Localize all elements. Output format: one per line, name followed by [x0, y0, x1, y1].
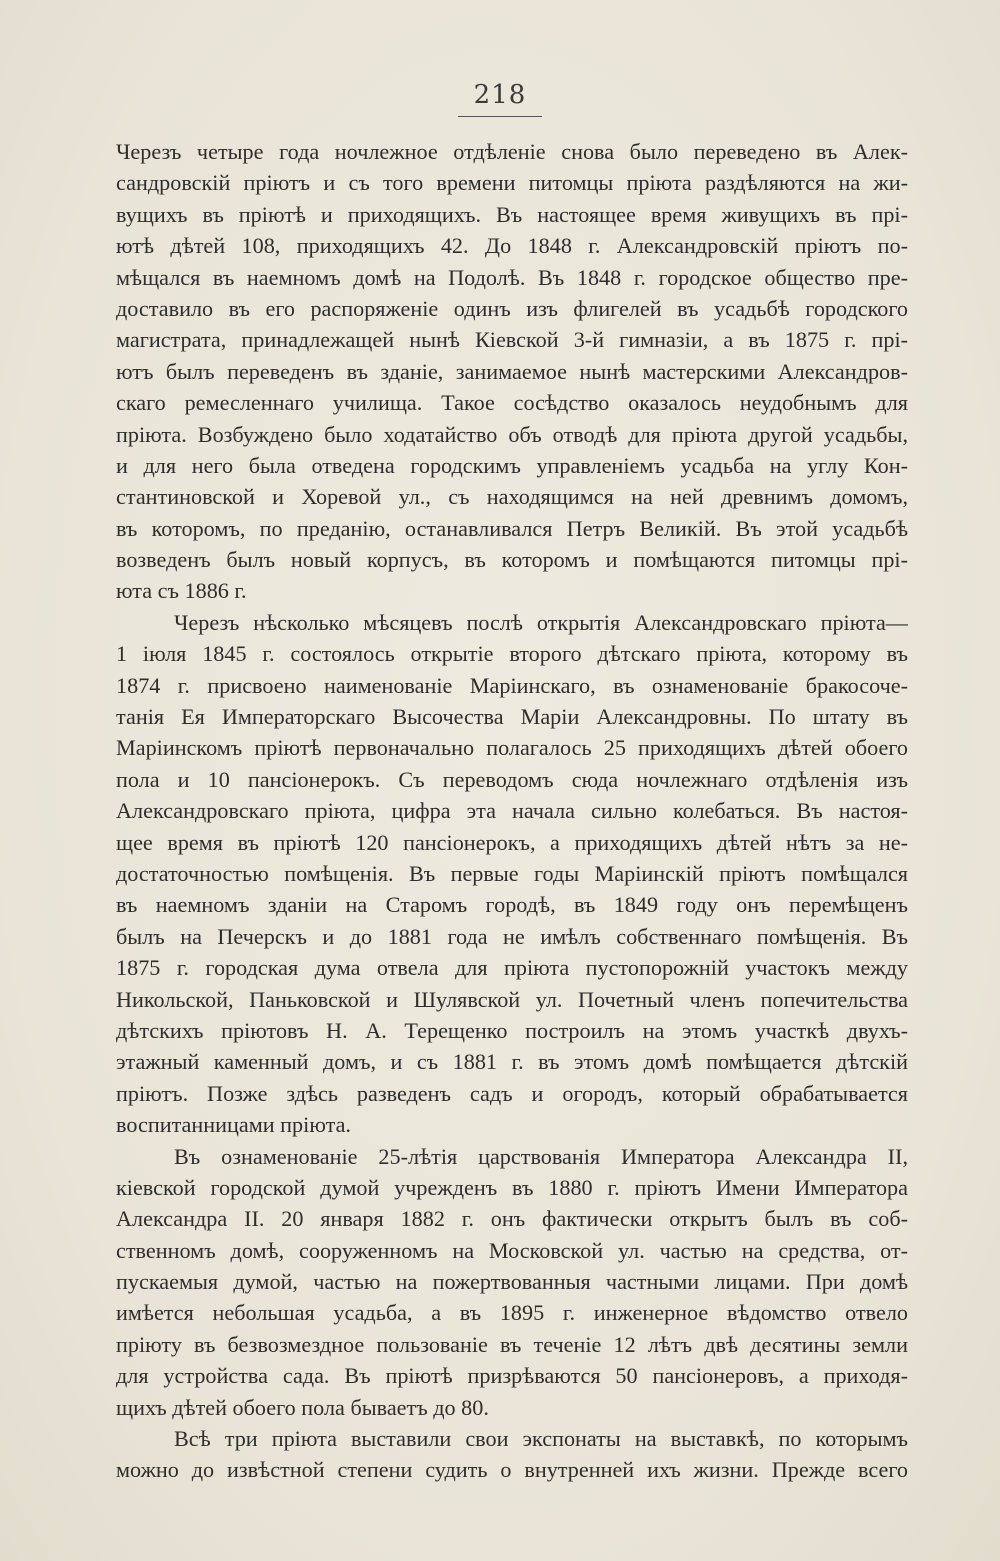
text-line: имѣется небольшая усадьба, а въ 1895 г. инженерное вѣдомство отвело: [116, 1300, 908, 1326]
text-line: сандровскій пріютъ и съ того времени питомцы пріюта раздѣляются на жи-: [116, 170, 908, 196]
text-line: щее время въ пріютѣ 120 пансіонерокъ, а приходящихъ дѣтей нѣтъ за не-: [116, 829, 908, 855]
text-line: Александра II. 20 января 1882 г. онъ фактически открытъ былъ въ соб-: [116, 1206, 908, 1232]
text-line: доставило въ его распоряженіе одинъ изъ флигелей въ усадьбѣ городского: [116, 295, 908, 321]
text-line: для устройства сада. Въ пріютѣ призрѣваются 50 пансіонеровъ, а приходя-: [116, 1363, 908, 1389]
text-line: ственномъ домѣ, сооруженномъ на Московской ул. частью на средства, от-: [116, 1237, 908, 1263]
text-line: достаточностью помѣщенія. Въ первые годы Маріинскій пріютъ помѣщался: [116, 860, 908, 886]
text-line: мѣщался въ наемномъ домѣ на Подолѣ. Въ 1848 г. городское общество пре-: [116, 264, 908, 290]
text-line: Черезъ четыре года ночлежное отдѣленіе снова было переведено въ Алек-: [116, 139, 908, 164]
page-number: 218: [458, 80, 543, 117]
text-line: дѣтскихъ пріютовъ Н. А. Терещенко построилъ на этомъ участкѣ двухъ-: [116, 1017, 908, 1043]
text-line: въ наемномъ зданіи на Старомъ городѣ, въ 1849 году онъ перемѣщенъ: [116, 892, 908, 918]
text-line: Никольской, Паньковской и Шулявской ул. Почетный членъ попечительства: [116, 986, 908, 1012]
text-line: въ которомъ, по преданію, останавливался Петръ Великій. Въ этой усадьбѣ: [116, 515, 908, 541]
text-line: 1 іюля 1845 г. состоялось открытіе второго дѣтскаго пріюта, которому въ: [116, 641, 908, 667]
text-line: Черезъ нѣсколько мѣсяцевъ послѣ открытія Александровскаго пріюта—: [174, 609, 908, 635]
paragraph: [116, 1141, 908, 1424]
text-line: ютъ былъ переведенъ въ зданіе, занимаемое нынѣ мастерскими Александров-: [116, 358, 908, 384]
text-line: пріюту въ безвозмездное пользованіе въ теченіе 12 лѣтъ двѣ десятины земли: [116, 1331, 908, 1357]
text-line: 1875 г. городская дума отвела для пріюта пустопорожній участокъ между: [116, 955, 908, 981]
text-line: скаго ремесленнаго училища. Такое сосѣдство оказалось неудобнымъ для: [116, 390, 908, 416]
text-line: Александровскаго пріюта, цифра эта начала сильно колебаться. Въ настоя-: [116, 798, 908, 824]
text-line: щихъ дѣтей обоего пола бываетъ до 80.: [116, 1394, 489, 1420]
text-line: Маріинскомъ пріютѣ первоначально полагалось 25 приходящихъ дѣтей обоего: [116, 735, 908, 761]
text-line: этажный каменный домъ, и съ 1881 г. въ этомъ домѣ помѣщается дѣтскій: [116, 1049, 908, 1075]
text-line: стантиновской и Хоревой ул., съ находящимся на ней древнимъ домомъ,: [116, 484, 908, 510]
text-line: 1874 г. присвоено наименованіе Маріинскаго, въ ознаменованіе бракосоче-: [116, 672, 908, 698]
text-line: пускаемыя думой, частью на пожертвованныя частными лицами. При домѣ: [116, 1269, 908, 1295]
text-line: ютѣ дѣтей 108, приходящихъ 42. До 1848 г. Александровскій пріютъ по-: [116, 233, 908, 259]
text-line: танія Ея Императорскаго Высочества Маріи Александровны. По штату въ: [116, 704, 908, 730]
text-line: Въ ознаменованіе 25-лѣтія царствованія Императора Александра II,: [174, 1143, 908, 1169]
text-line: былъ на Печерскъ и до 1881 года не имѣлъ собственнаго помѣщенія. Въ: [116, 923, 908, 949]
text-line: пола и 10 пансіонерокъ. Съ переводомъ сюда ночлежнаго отдѣленія изъ: [116, 766, 908, 792]
text-line: магистрата, принадлежащей нынѣ Кіевской 3-й гимназіи, а въ 1875 г. прі-: [116, 327, 908, 353]
text-line: юта съ 1886 г.: [116, 578, 247, 604]
page-header: [0, 80, 1000, 117]
text-line: кіевской городской думой учрежденъ въ 1880 г. пріютъ Имени Императора: [116, 1174, 908, 1200]
text-line: вущихъ въ пріютѣ и приходящихъ. Въ настоящее время живущихъ въ прі-: [116, 201, 908, 227]
text-line: Всѣ три пріюта выставили свои экспонаты на выставкѣ, по которымъ: [174, 1426, 908, 1452]
paragraph: [116, 136, 908, 607]
paragraph: [116, 1423, 908, 1486]
text-line: возведенъ былъ новый корпусъ, въ которомъ и помѣщаются питомцы прі-: [116, 547, 908, 573]
text-line: пріюта. Возбуждено было ходатайство объ отводѣ для пріюта другой усадьбы,: [116, 421, 908, 447]
paragraph: [116, 607, 908, 1141]
body-text: [116, 136, 908, 1486]
text-line: и для него была отведена городскимъ управленіемъ усадьба на углу Кон-: [116, 452, 908, 478]
text-line: пріютъ. Позже здѣсь разведенъ садъ и огородъ, который обрабатывается: [116, 1080, 908, 1106]
text-line: воспитанницами пріюта.: [116, 1112, 351, 1138]
text-line: можно до извѣстной степени судить о внутренней ихъ жизни. Прежде всего: [116, 1457, 908, 1483]
